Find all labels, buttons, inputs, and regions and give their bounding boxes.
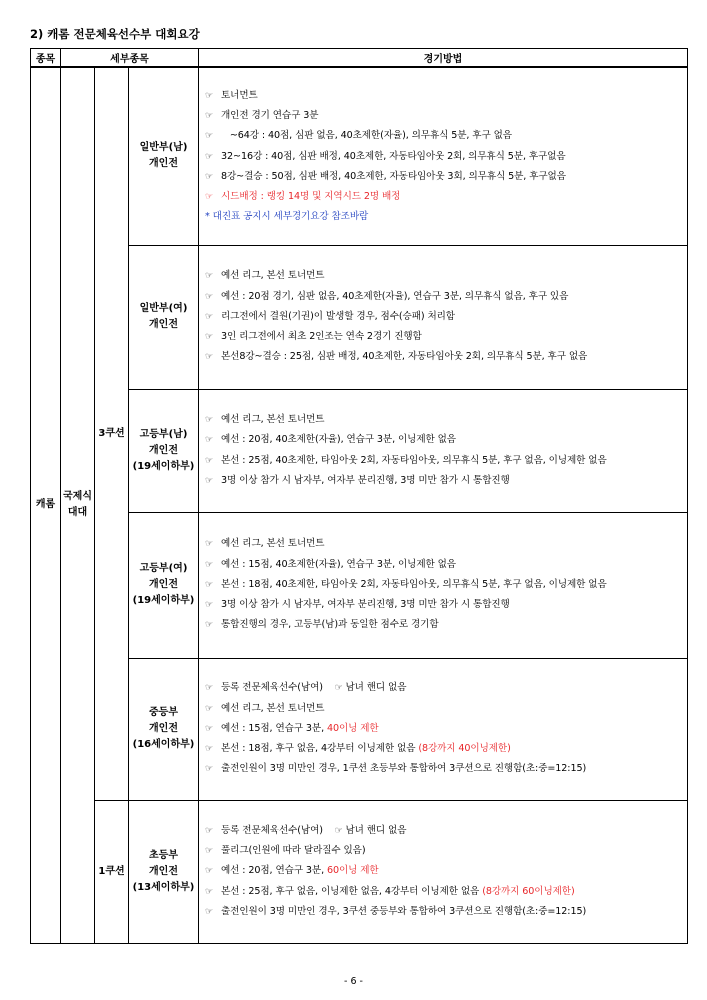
- method-text: 3인 리그전에서 최초 2인조는 연속 2경기 진행함: [221, 331, 422, 343]
- pointing-hand-icon: ☞: [205, 151, 213, 162]
- method-text: 시드배정 : 랭킹 14명 및 지역시드 2명 배정: [221, 191, 401, 203]
- pointing-hand-icon: ☞: [205, 866, 213, 877]
- pointing-hand-icon: ☞: [205, 332, 213, 343]
- pointing-hand-icon: ☞: [205, 906, 213, 917]
- rules-table: [30, 48, 688, 944]
- method-text: 풀리그(인원에 따라 달라질수 있음): [221, 845, 366, 857]
- pointing-hand-icon: ☞: [205, 825, 213, 836]
- format-line-1: 국제식: [63, 491, 92, 503]
- method-line: [205, 595, 687, 615]
- page-number: - 6 -: [344, 976, 363, 987]
- division-name-line: 개인전: [149, 723, 178, 734]
- method-line: [205, 287, 687, 307]
- method-line: [205, 841, 687, 861]
- method-line: [205, 410, 687, 430]
- method-text: ~64강 : 40점, 심판 없음, 40초제한(자율), 의무휴식 5분, 후구 없음: [221, 130, 512, 142]
- method-text: 예선 : 20점, 연습구 3분,: [221, 865, 327, 877]
- cushion3-cell: 3쿠션: [95, 67, 129, 800]
- method-text: 출전인원이 3명 미만인 경우, 1쿠션 초등부와 통합하여 3쿠션으로 진행함(초:중=12:15): [221, 763, 587, 775]
- method-line: [205, 575, 687, 595]
- method-text: 40이닝 제한: [326, 722, 379, 734]
- division-name-line: 중등부: [149, 707, 178, 718]
- method-line: [205, 678, 687, 698]
- header-sub-event: 세부종목: [61, 49, 199, 68]
- division-method: [199, 389, 688, 512]
- method-text: 예선 리그, 본선 토너먼트: [221, 270, 325, 282]
- method-text: 출전인원이 3명 미만인 경우, 3쿠션 중등부와 통합하여 3쿠션으로 진행함(초:중=12:15): [221, 905, 587, 917]
- pointing-hand-icon: ☞: [205, 620, 213, 631]
- method-line: [205, 719, 687, 739]
- method-text: 본선 : 25점, 40초제한, 타임아웃 2회, 자동타임아웃, 의무휴식 5분, 후구 없음, 이닝제한 없음: [221, 454, 607, 466]
- division-name-line: (19세이하부): [132, 595, 195, 606]
- method-line: [205, 861, 687, 881]
- pointing-hand-icon: ☞: [334, 683, 346, 694]
- method-text: 남녀 핸디 없음: [345, 682, 407, 694]
- division-method: [199, 67, 688, 245]
- division-method: [199, 800, 688, 943]
- format-cell: [61, 67, 95, 943]
- division-name-line: 고등부(여): [139, 563, 188, 574]
- method-text: 예선 : 15점, 연습구 3분,: [221, 722, 327, 734]
- pointing-hand-icon: ☞: [205, 683, 213, 694]
- division-name-line: 초등부: [149, 849, 178, 861]
- division-name: [129, 658, 199, 800]
- pointing-hand-icon: ☞: [205, 600, 213, 611]
- method-line: [205, 821, 687, 841]
- pointing-hand-icon: ☞: [205, 435, 213, 446]
- method-text: 본선 : 18점, 40초제한, 타임아웃 2회, 자동타임아웃, 의무휴식 5분, 후구 없음, 이닝제한 없음: [221, 578, 607, 590]
- method-text: * 대진표 공지시 세부경기요강 참조바람: [205, 211, 369, 223]
- method-line: [205, 327, 687, 347]
- method-text: 8강~결승 : 50점, 심판 배정, 40초제한, 자동타임아웃 3회, 의무휴식 5분, 후구없음: [221, 170, 566, 182]
- header-method: 경기방법: [199, 49, 688, 68]
- pointing-hand-icon: ☞: [205, 91, 213, 102]
- method-line: [205, 882, 687, 902]
- format-line-2: 대대: [67, 507, 88, 519]
- division-method: [199, 658, 688, 800]
- division-name: [129, 512, 199, 658]
- method-text: 등록 전문체육선수(남여): [221, 682, 335, 694]
- method-line: [205, 106, 687, 126]
- division-name: [129, 245, 199, 389]
- pointing-hand-icon: ☞: [205, 131, 213, 142]
- division-name-line: 일반부(여): [139, 303, 188, 314]
- pointing-hand-icon: ☞: [205, 475, 213, 486]
- division-name: [129, 389, 199, 512]
- method-text: 본선 : 25점, 후구 없음, 이닝제한 없음, 4강부터 이닝제한 없음: [221, 885, 483, 897]
- pointing-hand-icon: ☞: [205, 764, 213, 775]
- pointing-hand-icon: ☞: [205, 723, 213, 734]
- pointing-hand-icon: ☞: [205, 271, 213, 282]
- division-name-line: (13세이하부): [132, 881, 195, 893]
- pointing-hand-icon: ☞: [205, 415, 213, 426]
- cushion1-cell: 1쿠션: [95, 800, 129, 943]
- method-text: 개인전 경기 연습구 3분: [221, 110, 319, 122]
- method-text: 3명 이상 참가 시 남자부, 여자부 분리진행, 3명 미만 참가 시 통합진행: [221, 599, 510, 611]
- pointing-hand-icon: ☞: [205, 539, 213, 550]
- division-method: [199, 245, 688, 389]
- division-name: [129, 800, 199, 943]
- division-name: [129, 67, 199, 245]
- method-text: 60이닝 제한: [326, 865, 379, 877]
- method-line: [205, 126, 687, 146]
- pointing-hand-icon: ☞: [205, 311, 213, 322]
- method-line: [205, 430, 687, 450]
- method-text: 예선 리그, 본선 토너먼트: [221, 538, 325, 550]
- method-line: [205, 615, 687, 635]
- method-line: [205, 471, 687, 491]
- pointing-hand-icon: ☞: [205, 352, 213, 363]
- division-name-line: 일반부(남): [139, 142, 188, 154]
- method-text: 3명 이상 참가 시 남자부, 여자부 분리진행, 3명 미만 참가 시 통합진행: [221, 474, 510, 486]
- method-text: 본선8강~결승 : 25점, 심판 배정, 40초제한, 자동타임아웃 2회, 의무휴식 5분, 후구 없음: [221, 351, 588, 363]
- method-line: [205, 307, 687, 327]
- division-name-line: 개인전: [149, 319, 178, 330]
- method-text: 통합진행의 경우, 고등부(남)과 동일한 점수로 경기함: [221, 619, 439, 631]
- pointing-hand-icon: ☞: [205, 886, 213, 897]
- method-line: [205, 167, 687, 187]
- method-text: 토너먼트: [221, 90, 258, 102]
- pointing-hand-icon: ☞: [205, 846, 213, 857]
- method-line: [205, 451, 687, 471]
- method-text: 예선 리그, 본선 토너먼트: [221, 414, 325, 426]
- pointing-hand-icon: ☞: [205, 579, 213, 590]
- division-name-line: 개인전: [149, 444, 178, 456]
- method-line: [205, 207, 687, 226]
- method-line: [205, 759, 687, 779]
- method-text: 32~16강 : 40점, 심판 배정, 40초제한, 자동타임아웃 2회, 의무휴식 5분, 후구없음: [221, 150, 566, 162]
- pointing-hand-icon: ☞: [205, 111, 213, 122]
- pointing-hand-icon: ☞: [205, 455, 213, 466]
- event-cell: 캐롬: [31, 67, 61, 943]
- method-line: [205, 187, 687, 207]
- method-line: [205, 86, 687, 106]
- pointing-hand-icon: ☞: [205, 192, 213, 203]
- pointing-hand-icon: ☞: [205, 171, 213, 182]
- method-line: [205, 555, 687, 575]
- division-method: [199, 512, 688, 658]
- header-event: 종목: [31, 49, 61, 68]
- method-text: 예선 : 20점, 40초제한(자율), 연습구 3분, 이닝제한 없음: [221, 434, 456, 446]
- division-name-line: 개인전: [149, 579, 178, 590]
- division-name-line: 고등부(남): [139, 428, 188, 440]
- method-line: [205, 902, 687, 922]
- method-text: (8강까지 60이닝제한): [482, 885, 575, 897]
- method-line: [205, 347, 687, 367]
- division-name-line: (19세이하부): [132, 460, 195, 472]
- method-line: [205, 739, 687, 759]
- method-text: 남녀 핸디 없음: [345, 824, 407, 836]
- pointing-hand-icon: ☞: [334, 825, 346, 836]
- method-line: [205, 534, 687, 554]
- method-text: 등록 전문체육선수(남여): [221, 824, 335, 836]
- pointing-hand-icon: ☞: [205, 291, 213, 302]
- method-text: 예선 : 15점, 40초제한(자율), 연습구 3분, 이닝제한 없음: [221, 558, 456, 570]
- division-name-line: (16세이하부): [132, 739, 195, 750]
- method-text: 예선 리그, 본선 토너먼트: [221, 702, 325, 714]
- method-text: 본선 : 18점, 후구 없음, 4강부터 이닝제한 없음: [221, 743, 419, 755]
- division-name-line: 개인전: [149, 158, 178, 170]
- method-line: [205, 266, 687, 286]
- method-line: [205, 147, 687, 167]
- method-line: [205, 699, 687, 719]
- method-text: 리그전에서 결원(기권)이 발생할 경우, 점수(승패) 처리함: [221, 310, 455, 322]
- pointing-hand-icon: ☞: [205, 703, 213, 714]
- method-text: 예선 : 20점 경기, 심판 없음, 40초제한(자율), 연습구 3분, 의무휴식 없음, 후구 있음: [221, 290, 569, 302]
- pointing-hand-icon: ☞: [205, 744, 213, 755]
- section-title: 2) 캐롬 전문체육선수부 대회요강: [30, 27, 200, 41]
- division-name-line: 개인전: [149, 865, 178, 877]
- method-text: (8강까지 40이닝제한): [418, 743, 511, 755]
- pointing-hand-icon: ☞: [205, 559, 213, 570]
